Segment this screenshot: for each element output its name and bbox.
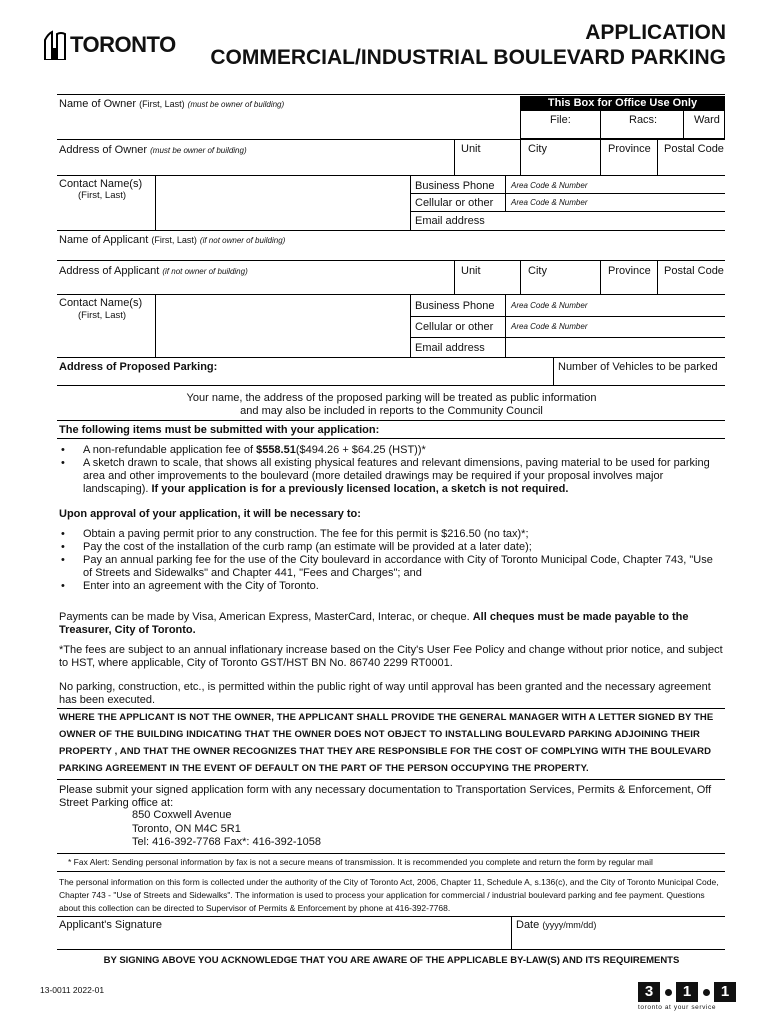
approval-item: • Obtain a paving permit prior to any construction. The fee for this permit is $216.50 (no tax)*; <box>59 528 724 541</box>
public-info-notice: Your name, the address of the proposed parking will be treated as public information and may also be included in reports to the Community Council <box>186 392 597 417</box>
approval-item: • Pay the cost of the installation of the curb ramp (an estimate will be provided at a later date); <box>59 541 724 554</box>
toronto-logo <box>44 30 176 60</box>
logo-311 <box>638 982 736 1011</box>
applicant-email-label: Email address <box>415 342 485 354</box>
approval-item: • Pay an annual parking fee for the use of the City boulevard in accordance with City of Toronto Municipal Code, Chapter 743, "Use of Streets and Sidewalks" and Chapter 441, "Fees and Charges"; and <box>59 554 724 580</box>
signature-label: Applicant's Signature <box>59 919 162 931</box>
owner-name-field[interactable] <box>59 112 514 138</box>
no-parking-text: No parking, construction, etc., is permitted within the public right of way until approval has been granted and the necessary agreement has been executed. <box>59 681 711 706</box>
owner-contact-label: Contact Name(s) <box>59 178 143 190</box>
vehicles-label: Number of Vehicles to be parked <box>558 361 718 373</box>
city-hall-icon <box>44 30 66 60</box>
applicant-address-label: Address of Applicant (if not owner of building) <box>59 265 248 277</box>
logo-311-digits: 3 1 1 <box>638 982 736 1002</box>
fees-inflation-text: *The fees are subject to an annual inflationary increase based on the City's User Fee Policy and change without prior notice, and subject to HST, where applicable, City of Toronto GST/HST BN No. 86740 2299 RT0001. <box>59 644 723 669</box>
owner-province-label: Province <box>608 143 651 155</box>
signature-field[interactable] <box>59 933 507 946</box>
office-box-heading: This Box for Office Use Only <box>520 96 725 110</box>
owner-address-label: Address of Owner (must be owner of building) <box>59 144 247 156</box>
required-items-list <box>59 444 724 496</box>
owner-letter-text: WHERE THE APPLICANT IS NOT THE OWNER, THE APPLICANT SHALL PROVIDE THE GENERAL MANAGER WITH A LETTER SIGNED BY THE OWNER OF THE BUILDING INDICATING THAT THE OWNER DOES NOT OBJECT TO INSTALLING BOULEVARD PARKING ADJOINING THEIR PROPERTY , AND THAT THE OWNER RECOGNIZES THAT THEY ARE RESPONSIBLE FOR THE COST OF COMPLYING WITH THE BOULEVARD PARKING AGREEMENT IN THE EVENT OF DEFAULT ON THE PART OF THE PERSON OCCUPYING THE PROPERTY. <box>59 712 714 774</box>
date-field[interactable] <box>516 933 721 946</box>
applicant-city-label: City <box>528 265 547 277</box>
applicant-contact-label: Contact Name(s) <box>59 297 143 309</box>
approval-heading: Upon approval of your application, it will be necessary to: <box>59 508 361 520</box>
applicant-contact-hint: (First, Last) <box>78 310 127 321</box>
fee-item: • A non-refundable application fee of $558.51($494.26 + $64.25 (HST))* <box>59 444 724 457</box>
office-address: 850 Coxwell Avenue Toronto, ON M4C 5R1 Tel: 416-392-7768 Fax*: 416-392-1058 <box>132 809 321 848</box>
owner-area-code-2: Area Code & Number <box>511 198 588 207</box>
required-items-heading: The following items must be submitted with your application: <box>59 424 380 436</box>
date-label: Date (yyyy/mm/dd) <box>516 919 597 931</box>
logo-text: TORONTO <box>70 32 176 57</box>
title-line-1: APPLICATION <box>585 21 726 44</box>
sketch-item: • A sketch drawn to scale, that shows all existing physical features and relevant dimensions, paving material to be used for parking area and other improvements to the boulevard (more detailed drawings may be required if your proposal involves major landscaping). If your application is for a previously licensed location, a sketch is not required. <box>59 457 724 496</box>
payments-text: Payments can be made by Visa, American Express, MasterCard, Interac, or cheque. All cheques must be made payable to the Treasurer, City of Toronto. <box>59 611 689 636</box>
owner-unit-label: Unit <box>461 143 481 155</box>
form-title <box>210 20 726 70</box>
applicant-cellular-label: Cellular or other <box>415 321 494 333</box>
owner-postal-label: Postal Code <box>664 143 724 155</box>
owner-business-phone-label: Business Phone <box>415 180 495 192</box>
acknowledge-text: BY SIGNING ABOVE YOU ACKNOWLEDGE THAT YOU ARE AWARE OF THE APPLICABLE BY-LAW(S) AND ITS REQUIREMENTS <box>103 955 680 966</box>
submit-text: Please submit your signed application form with any necessary documentation to Transportation Services, Permits & Enforcement, Off Street Parking office at: <box>59 784 712 809</box>
owner-email-label: Email address <box>415 215 485 227</box>
applicant-business-phone-label: Business Phone <box>415 300 495 312</box>
office-ward: Ward <box>694 114 720 126</box>
approval-list <box>59 528 724 593</box>
privacy-notice: The personal information on this form is collected under the authority of the City of Toronto Act, 2006, Chapter 11, Schedule A, s.136(c), and the City of Toronto Municipal Code, Chapter 743 - "Use of Streets and Sidewalks". The information is used to process your application for commercial / industrial boulevard parking and fee payment. Questions about this collection can be directed to Supervisor of Permits & Enforcement by phone at 416-392-7768. <box>59 877 719 913</box>
owner-area-code-1: Area Code & Number <box>511 181 588 190</box>
office-file: File: <box>550 114 571 126</box>
applicant-area-code-1: Area Code & Number <box>511 301 588 310</box>
office-racs: Racs: <box>629 114 658 126</box>
owner-cellular-label: Cellular or other <box>415 197 494 209</box>
owner-contact-hint: (First, Last) <box>78 190 127 201</box>
applicant-name-label: Name of Applicant (First, Last) (if not owner of building) <box>59 234 286 246</box>
approval-item: • Enter into an agreement with the City of Toronto. <box>59 580 724 593</box>
applicant-area-code-2: Area Code & Number <box>511 322 588 331</box>
fax-alert: * Fax Alert: Sending personal information by fax is not a secure means of transmission. It is recommended you complete and return the form by regular mail <box>68 857 653 867</box>
applicant-unit-label: Unit <box>461 265 481 277</box>
owner-city-label: City <box>528 143 547 155</box>
applicant-postal-label: Postal Code <box>664 265 724 277</box>
title-line-2: COMMERCIAL/INDUSTRIAL BOULEVARD PARKING <box>210 46 726 69</box>
form-number: 13-0011 2022-01 <box>40 985 105 995</box>
owner-name-label: Name of Owner (First, Last) (must be owner of building) <box>59 98 285 110</box>
parking-address-label: Address of Proposed Parking: <box>59 361 218 373</box>
applicant-province-label: Province <box>608 265 651 277</box>
logo-311-tagline: toronto at your service <box>638 1004 717 1011</box>
